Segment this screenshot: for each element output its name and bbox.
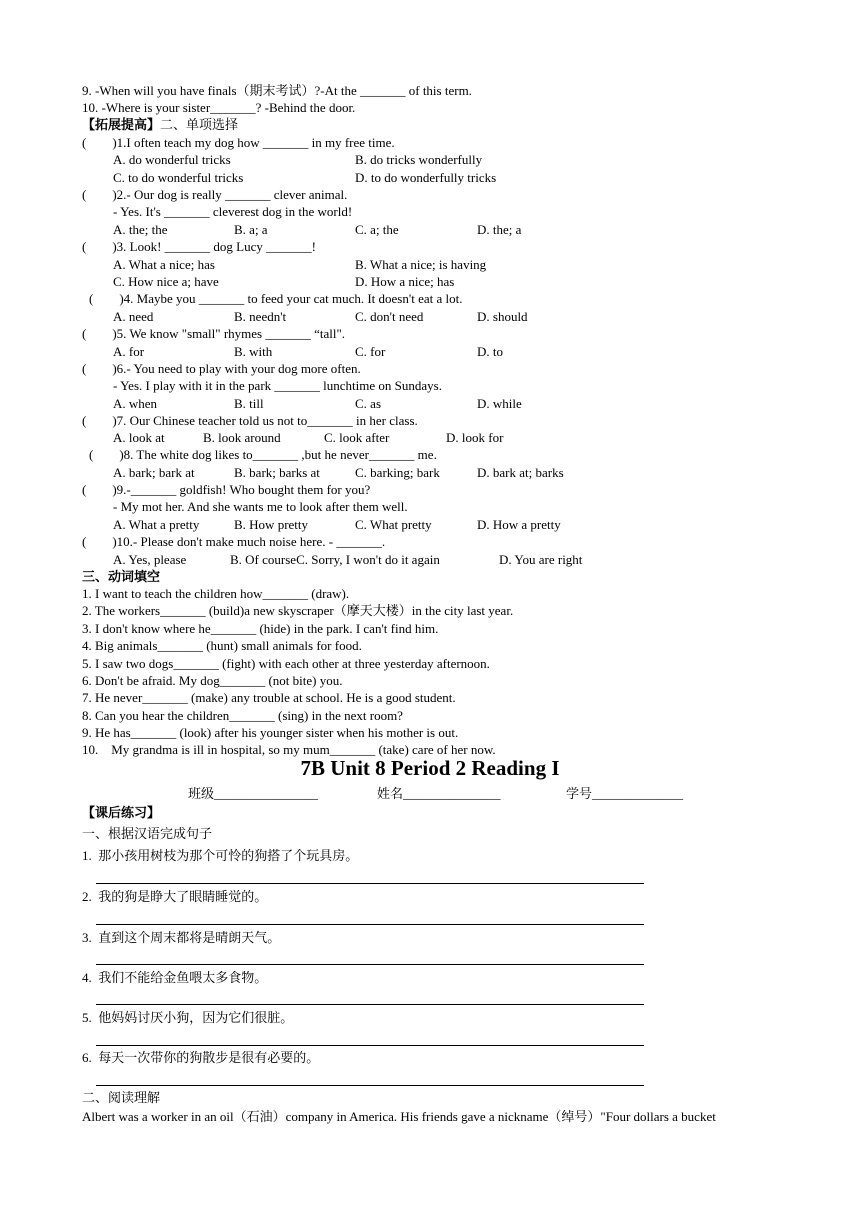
mc-10-option-d: D. You are right <box>499 552 583 567</box>
verb-item-9: 9. He has_______ (look) after his younger sister when his mother is out. <box>82 725 459 740</box>
mc-3-option-d: D. How a nice; has <box>355 274 455 289</box>
verb-item-4: 4. Big animals_______ (hunt) small animals for food. <box>82 638 362 653</box>
mc-6-option-b: B. till <box>234 396 264 411</box>
mc-9-option-b: B. How pretty <box>234 517 309 532</box>
verb-item-7: 7. He never_______ (make) any trouble at school. He is a good student. <box>82 690 456 705</box>
mc-7-option-a: A. look at <box>113 430 165 445</box>
mc-6-option-d: D. while <box>477 396 522 411</box>
translate-item-3: 3. 直到这个周末都将是晴朗天气。 <box>82 930 281 945</box>
worksheet-title: 7B Unit 8 Period 2 Reading I <box>300 756 560 780</box>
mc-3-stem: ( )3. Look! _______ dog Lucy _______! <box>82 239 316 254</box>
verb-item-5: 5. I saw two dogs_______ (fight) with each other at three yesterday afternoon. <box>82 656 490 671</box>
extension-header-rest: 二、单项选择 <box>160 117 239 132</box>
mc-10-option-a: A. Yes, please <box>113 552 187 567</box>
mc-2-option-b: B. a; a <box>234 222 268 237</box>
question-9: 9. -When will you have finals（期末考试）?-At the _______ of this term. <box>82 83 472 98</box>
answer-line-1 <box>96 883 644 884</box>
reading-passage: Albert was a worker in an oil（石油）company in America. His friends gave a nickname（绰号）"Four dollars a bucket <box>82 1109 716 1124</box>
student-number-field: 学号______________ <box>566 786 684 801</box>
mc-1-stem: ( )1.I often teach my dog how _______ in my free time. <box>82 135 395 150</box>
mc-5-option-b: B. with <box>234 344 273 359</box>
mc-7-option-d: D. look for <box>446 430 504 445</box>
mc-6-stem: ( )6.- You need to play with your dog more often. <box>82 361 361 376</box>
answer-line-5 <box>96 1045 644 1046</box>
name-field: 姓名_______________ <box>377 786 501 801</box>
translate-item-5: 5. 他妈妈讨厌小狗，因为它们很脏。 <box>82 1010 294 1025</box>
reading-section-header: 二、阅读理解 <box>82 1090 161 1105</box>
mc-3-option-b: B. What a nice; is having <box>355 257 487 272</box>
translate-item-1: 1. 那小孩用树枝为那个可怜的狗搭了个玩具房。 <box>82 848 359 863</box>
mc-7-option-b: B. look around <box>203 430 281 445</box>
verb-item-8: 8. Can you hear the children_______ (sing) in the next room? <box>82 708 403 723</box>
answer-line-3 <box>96 964 644 965</box>
mc-7-stem: ( )7. Our Chinese teacher told us not to_______ in her class. <box>82 413 418 428</box>
mc-5-stem: ( )5. We know "small" rhymes _______ “tall". <box>82 326 346 341</box>
mc-8-option-d: D. bark at; barks <box>477 465 564 480</box>
mc-8-option-a: A. bark; bark at <box>113 465 195 480</box>
mc-9-option-a: A. What a pretty <box>113 517 200 532</box>
mc-8-option-b: B. bark; barks at <box>234 465 320 480</box>
translate-item-4: 4. 我们不能给金鱼喂太多食物。 <box>82 970 268 985</box>
mc-6-option-c: C. as <box>355 396 381 411</box>
mc-8-option-c: C. barking; bark <box>355 465 440 480</box>
mc-9-option-d: D. How a pretty <box>477 517 561 532</box>
translate-section-header: 一、根据汉语完成句子 <box>82 826 213 841</box>
mc-5-option-a: A. for <box>113 344 145 359</box>
mc-1-option-d: D. to do wonderfully tricks <box>355 170 497 185</box>
mc-5-option-d: D. to <box>477 344 503 359</box>
mc-6-option-a: A. when <box>113 396 158 411</box>
mc-2-option-a: A. the; the <box>113 222 168 237</box>
answer-line-4 <box>96 1004 644 1005</box>
translate-item-6: 6. 每天一次带你的狗散步是很有必要的。 <box>82 1050 320 1065</box>
mc-1-option-a: A. do wonderful tricks <box>113 152 231 167</box>
mc-1-option-c: C. to do wonderful tricks <box>113 170 244 185</box>
mc-5-option-c: C. for <box>355 344 386 359</box>
mc-10-stem: ( )10.- Please don't make much noise here. - _______. <box>82 534 386 549</box>
mc-4-option-b: B. needn't <box>234 309 287 324</box>
mc-3-option-c: C. How nice a; have <box>113 274 219 289</box>
after-class-header: 【课后练习】 <box>82 805 161 820</box>
extension-header-bold: 【拓展提高】 <box>82 117 161 132</box>
mc-2-stem: ( )2.- Our dog is really _______ clever animal. <box>82 187 348 202</box>
class-field: 班级________________ <box>188 786 319 801</box>
verb-item-10: 10. My grandma is ill in hospital, so my mum_______ (take) care of her now. <box>82 742 496 757</box>
verb-item-2: 2. The workers_______ (build)a new skyscraper（摩天大楼）in the city last year. <box>82 603 514 618</box>
verb-item-3: 3. I don't know where he_______ (hide) in the park. I can't find him. <box>82 621 439 636</box>
verb-section-header: 三、动词填空 <box>82 569 161 584</box>
translate-item-2: 2. 我的狗是睁大了眼睛睡觉的。 <box>82 889 268 904</box>
mc-2-stem-2: - Yes. It's _______ cleverest dog in the world! <box>113 204 353 219</box>
answer-line-2 <box>96 924 644 925</box>
mc-1-option-b: B. do tricks wonderfully <box>355 152 483 167</box>
mc-3-option-a: A. What a nice; has <box>113 257 215 272</box>
mc-9-stem-2: - My mot her. And she wants me to look after them well. <box>113 499 408 514</box>
mc-7-option-c: C. look after <box>324 430 390 445</box>
verb-item-6: 6. Don't be afraid. My dog_______ (not bite) you. <box>82 673 343 688</box>
mc-6-stem-2: - Yes. I play with it in the park _______ lunchtime on Sundays. <box>113 378 442 393</box>
verb-item-1: 1. I want to teach the children how_______ (draw). <box>82 586 350 601</box>
mc-9-option-c: C. What pretty <box>355 517 432 532</box>
mc-10-option-bc: B. Of courseC. Sorry, I won't do it again <box>230 552 440 567</box>
mc-2-option-c: C. a; the <box>355 222 399 237</box>
mc-9-stem: ( )9.-_______ goldfish! Who bought them for you? <box>82 482 371 497</box>
mc-4-option-d: D. should <box>477 309 528 324</box>
question-10: 10. -Where is your sister_______? -Behind the door. <box>82 100 356 115</box>
extension-header <box>82 117 238 133</box>
mc-4-option-a: A. need <box>113 309 154 324</box>
answer-line-6 <box>96 1085 644 1086</box>
mc-8-stem: ( )8. The white dog likes to_______ ,but he never_______ me. <box>89 447 437 462</box>
mc-2-option-d: D. the; a <box>477 222 522 237</box>
mc-4-option-c: C. don't need <box>355 309 424 324</box>
mc-4-stem: ( )4. Maybe you _______ to feed your cat much. It doesn't eat a lot. <box>89 291 463 306</box>
